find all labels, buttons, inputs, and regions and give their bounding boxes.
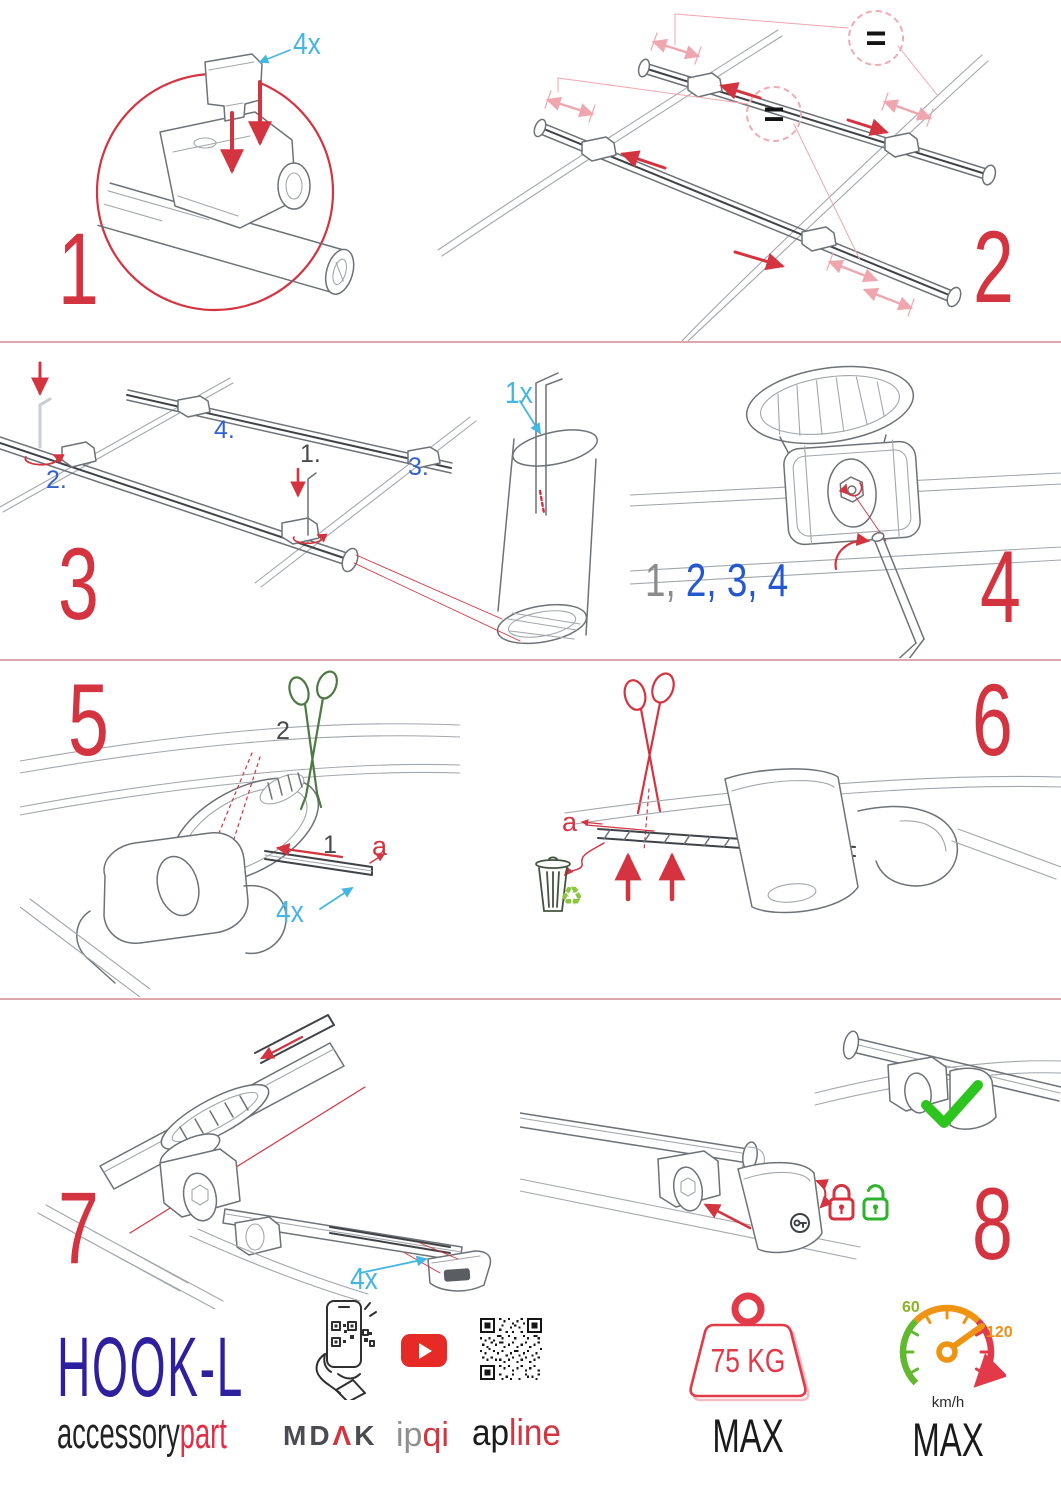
substep-label: 1. xyxy=(300,440,321,468)
hex-key-tool xyxy=(871,531,924,658)
step-6-panel xyxy=(520,661,1061,997)
step-number: 1 xyxy=(58,212,98,326)
step-1-panel xyxy=(0,0,430,341)
roof-rail-pad xyxy=(742,357,919,454)
step-number: 6 xyxy=(972,663,1012,777)
qr-code-icon xyxy=(480,1318,542,1380)
step-number: 3 xyxy=(58,527,98,641)
step-5-panel xyxy=(20,661,460,997)
hex-key-ghost xyxy=(40,399,50,447)
step-number: 8 xyxy=(972,1167,1012,1281)
step-number: 2 xyxy=(973,210,1013,324)
lock-closed-icon xyxy=(830,1186,853,1220)
apline-part-2: line xyxy=(509,1412,561,1453)
ipqi-part-2: qi xyxy=(422,1416,449,1454)
apline-logo xyxy=(472,1412,561,1454)
weight-value: 75 KG xyxy=(710,1342,786,1379)
step-2-drawing-equal-spacing xyxy=(430,0,1061,341)
mdak-part-2: Λ xyxy=(332,1420,355,1451)
slide-cover-arrow xyxy=(706,1205,750,1228)
scissors-icon xyxy=(622,670,678,813)
step-7-drawing-cover-strips xyxy=(30,1001,510,1309)
phone-scan-qr-icon xyxy=(310,1298,382,1400)
substep-label: 2. xyxy=(46,466,67,494)
step-3-panel xyxy=(0,343,650,658)
mdak-part-3: K xyxy=(354,1420,378,1451)
quantity-label: 4x xyxy=(276,894,304,929)
quantity-label: 4x xyxy=(293,26,321,61)
discard-squiggle xyxy=(565,843,604,875)
step-number: 4 xyxy=(980,530,1020,644)
equal-spacing-badge: = xyxy=(848,10,904,66)
needle xyxy=(954,1326,982,1346)
brand-logo-black: accessory xyxy=(57,1409,180,1458)
dimension-arrows xyxy=(545,33,933,316)
brand-logo-red: part xyxy=(179,1409,227,1458)
step-number: 7 xyxy=(58,1171,98,1285)
quantity-leader xyxy=(320,888,352,909)
product-name: HOOK-L xyxy=(57,1320,245,1414)
sequence-gray: 1, xyxy=(645,554,676,606)
lock-cover-piece xyxy=(738,1163,822,1253)
quantity-label: 4x xyxy=(350,1261,378,1296)
clamp-body xyxy=(160,112,310,228)
speed-60-label: 60 xyxy=(902,1299,920,1316)
slide-arrow xyxy=(623,154,665,168)
tighten-order-sequence xyxy=(645,553,788,607)
brand-logo xyxy=(57,1409,227,1458)
step-7-panel xyxy=(30,1001,510,1309)
equal-spacing-badge: = xyxy=(746,86,802,142)
slide-arrow xyxy=(848,120,886,132)
recycle-icon: ♻ xyxy=(560,881,584,911)
substep-label: 4. xyxy=(214,416,235,444)
detail-leader-lines xyxy=(354,555,520,641)
substep-label: 2 xyxy=(276,717,290,745)
mdak-part-1: MD xyxy=(283,1420,333,1451)
lock-open-icon xyxy=(864,1186,887,1219)
support-tube-cutaway xyxy=(495,373,601,650)
step-4-panel xyxy=(630,343,1061,658)
rotate-key-arrow xyxy=(836,541,868,569)
quantity-label: 1x xyxy=(505,375,533,410)
dimension-a-label: a xyxy=(562,807,578,837)
youtube-icon xyxy=(401,1334,447,1367)
substep-label: 3. xyxy=(408,453,429,481)
bar-end-cap xyxy=(190,1209,490,1301)
play-triangle-icon xyxy=(419,1343,432,1359)
dimension-a-label: a xyxy=(372,831,388,861)
step-2-panel xyxy=(430,0,1061,341)
clamp-block xyxy=(783,439,922,546)
sequence-blue: 2, 3, 4 xyxy=(685,554,789,606)
step-8-panel xyxy=(520,1001,1061,1309)
fixing-bracket-part xyxy=(205,54,262,121)
step-3-drawing-assembly-order xyxy=(0,343,650,658)
speed-120-label: 120 xyxy=(986,1324,1013,1341)
separator-line xyxy=(0,998,1061,1000)
slide-strip-arrow xyxy=(262,1037,302,1058)
ipqi-part-1: ip xyxy=(396,1416,423,1454)
speed-unit-label: km/h xyxy=(931,1394,965,1411)
step-number: 5 xyxy=(68,663,108,777)
quantity-leader xyxy=(260,50,290,62)
weight-max-label: MAX xyxy=(712,1409,784,1462)
mdak-logo xyxy=(283,1420,377,1452)
substep-label: 1 xyxy=(323,831,337,859)
ipqi-logo xyxy=(396,1416,449,1455)
speed-max-label: MAX xyxy=(912,1413,984,1466)
apline-part-1: ap xyxy=(472,1412,510,1453)
